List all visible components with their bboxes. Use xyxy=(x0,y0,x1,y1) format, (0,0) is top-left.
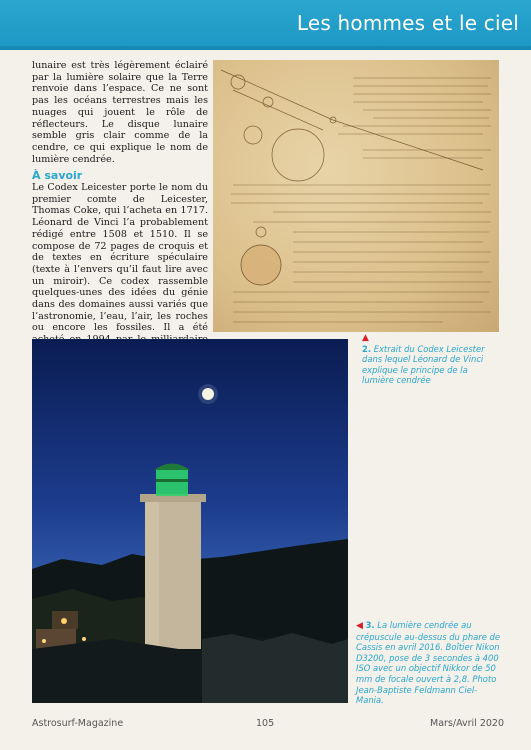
lighthouse-scene xyxy=(32,339,348,703)
footer-issue: Mars/Avril 2020 xyxy=(430,718,505,729)
caption-codex xyxy=(362,332,502,386)
article-body: Le Codex Leicester porte le nom du premier comte de Leicester, Thomas Coke, qui l’acheta en 1717. Léonard de Vinci l’a probablement rédigé entre 1508 et 1510. Il se compose de 72 pages de croquis et de textes en écriture spéculaire (texte à l’envers qu’il faut lire avec un miroir). Ce codex rassemble quelques-unes des idées du génie dans des domaines aussi variés que l’astronomie, l’eau, l’air, les roches ou encore les fossiles. Il a été xyxy=(32,182,208,334)
article-intro: lunaire est très légèrement éclairé par la lumière solaire que la Terre renvoie dans l’espace. Ce ne sont pas les océans terrestres mais les nuages qui jouent le rôle de réflecteurs. Le disque lunaire semble gris clair comme de la cendre, ce qui explique le nom de lumière cendrée. xyxy=(32,60,208,165)
footer-page-number: 105 xyxy=(256,718,275,729)
manuscript-drawing xyxy=(213,60,499,332)
caption-number: 3. xyxy=(365,620,375,630)
caption-number: 2. xyxy=(362,343,372,354)
caption-text: La lumière cendrée au crépuscule au-dessus du phare de Cassis en avril 2016. Boîtier Nikon D3200, pose de 3 secondes à 400 ISO avec un objectif Nikkor de 50 mm de focale ouvert à 2,8. Photo Jean-Baptiste Feldmann Ciel-Mania. xyxy=(356,620,501,706)
article-subheading: À savoir xyxy=(32,169,83,183)
section-title: Les hommes et le ciel xyxy=(296,11,519,35)
caption-lighthouse xyxy=(356,620,501,706)
caption-marker-left: ◀ xyxy=(356,621,363,631)
caption-marker-up: ▲ xyxy=(362,333,369,343)
footer-magazine: Astrosurf-Magazine xyxy=(32,718,124,729)
lighthouse-photo xyxy=(32,339,348,703)
caption-text: Extrait du Codex Leicester dans lequel Léonard de Vinci explique le principe de la lumière cendrée xyxy=(362,343,485,386)
codex-manuscript-image xyxy=(213,60,499,332)
